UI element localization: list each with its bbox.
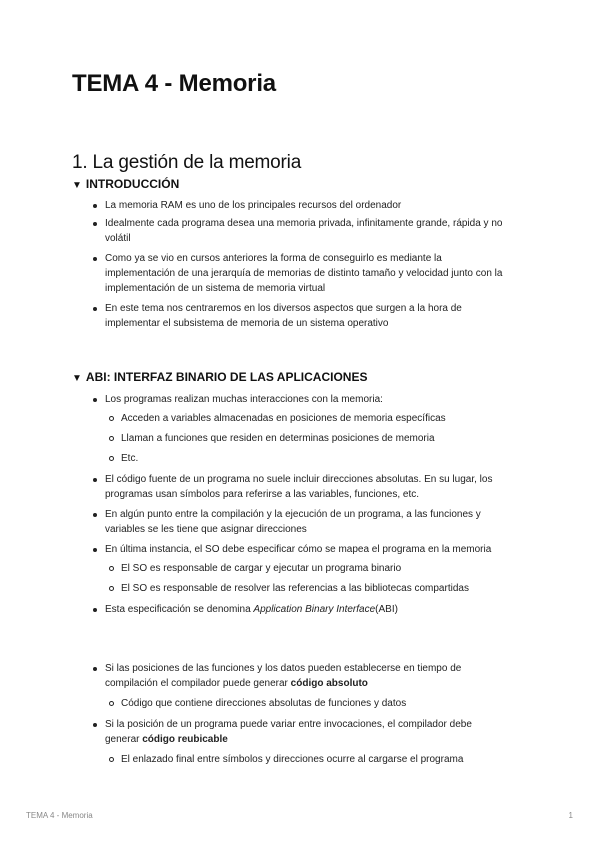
sub-list-item: Código que contiene direcciones absolutas de funciones y datos bbox=[121, 696, 501, 711]
list-item: Los programas realizan muchas interacciones con la memoria: bbox=[105, 392, 505, 407]
list-item: En última instancia, el SO debe especificar cómo se mapea el programa en la memoria bbox=[105, 542, 505, 557]
page-title: TEMA 4 - Memoria bbox=[72, 70, 276, 97]
toggle-label: INTRODUCCIÓN bbox=[85, 177, 180, 191]
sub-list-item: Etc. bbox=[121, 451, 501, 466]
sub-list-item: El SO es responsable de cargar y ejecutar un programa binario bbox=[121, 561, 501, 576]
text-run: Esta especificación se denomina bbox=[105, 604, 254, 615]
page-number: 1 bbox=[568, 811, 573, 820]
footer-title: TEMA 4 - Memoria bbox=[26, 811, 93, 820]
list-item: En algún punto entre la compilación y la ejecución de un programa, a las funciones y variables se les tiene que asignar direcciones bbox=[105, 507, 505, 537]
bold-term: código reubicable bbox=[142, 734, 228, 745]
toggle-triangle-icon: ▼ bbox=[72, 373, 82, 384]
list-item: Como ya se vio en cursos anteriores la forma de conseguirlo es mediante la implementación de una jerarquía de memorias de distinto tamaño y velocidad junto con la implementación de un sistema de memoria virtual bbox=[105, 251, 505, 296]
text-run: Si las posiciones de las funciones y los datos pueden establecerse en tiempo de compilación el compilador puede generar bbox=[105, 663, 462, 689]
toggle-introduccion[interactable] bbox=[72, 177, 179, 191]
sub-list-item: Acceden a variables almacenadas en posiciones de memoria específicas bbox=[121, 411, 501, 426]
text-run: Si la posición de un programa puede variar entre invocaciones, el compilador debe generar bbox=[105, 719, 472, 745]
list-item bbox=[105, 717, 505, 747]
list-item bbox=[105, 661, 505, 691]
sub-list-item: Llaman a funciones que residen en determinas posiciones de memoria bbox=[121, 431, 501, 446]
sub-list-item: El SO es responsable de resolver las referencias a las bibliotecas compartidas bbox=[121, 581, 501, 596]
section-heading: 1. La gestión de la memoria bbox=[72, 152, 302, 173]
list-item: Idealmente cada programa desea una memoria privada, infinitamente grande, rápida y no volátil bbox=[105, 216, 505, 246]
toggle-abi[interactable] bbox=[72, 370, 367, 384]
toggle-triangle-icon: ▼ bbox=[72, 180, 82, 191]
list-item bbox=[105, 602, 505, 617]
italic-term: Application Binary Interface bbox=[253, 604, 376, 615]
list-item: La memoria RAM es uno de los principales recursos del ordenador bbox=[105, 198, 505, 213]
text-run: (ABI) bbox=[375, 604, 398, 615]
list-item: El código fuente de un programa no suele incluir direcciones absolutas. En su lugar, los programas usan símbolos para referirse a las variables, funciones, etc. bbox=[105, 472, 505, 502]
sub-list-item: El enlazado final entre símbolos y direcciones ocurre al cargarse el programa bbox=[121, 752, 501, 767]
list-item: En este tema nos centraremos en los diversos aspectos que surgen a la hora de implementar el subsistema de memoria de un sistema operativo bbox=[105, 301, 505, 331]
bold-term: código absoluto bbox=[290, 678, 368, 689]
toggle-label: ABI: INTERFAZ BINARIO DE LAS APLICACIONES bbox=[85, 370, 368, 384]
